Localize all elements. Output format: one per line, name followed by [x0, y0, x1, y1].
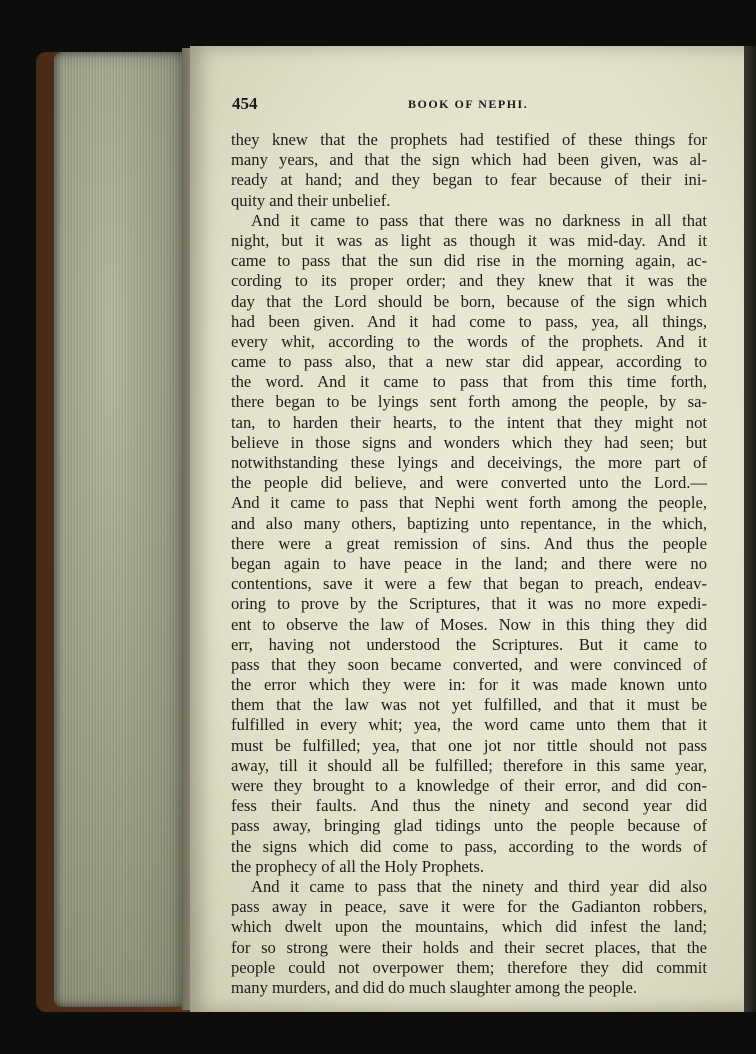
- text-line: came to pass also, that a new star did appear, according to: [231, 352, 707, 372]
- text-line: there began to be lyings sent forth among the people, by sa-: [231, 392, 707, 412]
- text-line: fulfilled in every whit; yea, the word came unto them that it: [231, 715, 707, 735]
- text-line: were they brought to a knowledge of their error, and did con-: [231, 776, 707, 795]
- text-line: day that the Lord should be born, because of the sign which: [231, 291, 707, 311]
- text-line: pass away, bringing glad tidings unto the people because of: [231, 816, 707, 836]
- text-line: quity and their unbelief.: [231, 190, 391, 210]
- text-line: them that the law was not yet fulfilled, and that it must be: [231, 695, 707, 715]
- text-line: every whit, according to the words of the prophets. And it: [231, 331, 707, 351]
- text-line: they knew that the prophets had testified of these things for: [231, 130, 707, 149]
- text-line: tan, to harden their hearts, to the intent that they might not: [231, 412, 707, 432]
- text-line: the word. And it came to pass that from this time forth,: [231, 372, 707, 392]
- text-line: began again to have peace in the land; and there were no: [231, 553, 707, 573]
- running-title: BOOK OF NEPHI.: [408, 97, 529, 111]
- text-line: there were a great remission of sins. And thus the people: [231, 533, 707, 553]
- text-line: had been given. And it had come to pass, yea, all things,: [231, 311, 707, 331]
- text-line: the error which they were in: for it was made known unto: [231, 675, 707, 695]
- text-line: oring to prove by the Scriptures, that it was no more expedi-: [231, 594, 707, 614]
- text-line: for so strong were their holds and their secret places, that the: [231, 937, 707, 957]
- text-line: And it came to pass that there was no darkness in all that: [251, 210, 707, 230]
- text-line: fess their faults. And thus the ninety and second year did: [231, 796, 707, 816]
- text-line: pass away in peace, save it were for the Gadianton robbers,: [231, 897, 707, 917]
- paragraph: [231, 211, 707, 877]
- paragraph: [231, 877, 707, 998]
- text-line: ready at hand; and they began to fear because of their ini-: [231, 170, 707, 190]
- page-edges: [54, 52, 190, 1007]
- text-line: many years, and that the sign which had been given, was al-: [231, 150, 707, 170]
- text-line: And it came to pass that Nephi went forth among the people,: [231, 493, 707, 513]
- text-line: away, till it should all be fulfilled; therefore in this same year,: [231, 755, 707, 775]
- text-line: people could not overpower them; therefore they did commit: [231, 957, 707, 977]
- text-line: err, having not understood the Scriptures. But it came to: [231, 634, 707, 654]
- text-line: contentions, save it were a few that began to preach, endeav-: [231, 574, 707, 594]
- text-line: which dwelt upon the mountains, which did infest the land;: [231, 917, 707, 937]
- paragraph: [231, 130, 707, 211]
- text-line: the signs which did come to pass, according to the words of: [231, 836, 707, 856]
- text-line: cording to its proper order; and they knew that it was the: [231, 271, 707, 291]
- text-line: the prophecy of all the Holy Prophets.: [231, 856, 484, 876]
- page-header: [232, 94, 708, 116]
- text-line: pass that they soon became converted, and were convinced of: [231, 654, 707, 674]
- text-line: many murders, and did do much slaughter among the people.: [231, 977, 637, 997]
- text-line: night, but it was as light as though it was mid-day. And it: [231, 230, 707, 250]
- text-line: the people did believe, and were converted unto the Lord.—: [231, 473, 707, 493]
- text-line: notwithstanding these lyings and deceivings, the more part of: [231, 453, 707, 472]
- page-number: 454: [232, 94, 258, 113]
- text-line: And it came to pass that the ninety and third year did also: [251, 876, 707, 896]
- text-line: believe in those signs and wonders which they had seen; but: [231, 432, 707, 452]
- body-text: [231, 130, 707, 998]
- page-right-edge: [744, 46, 756, 1012]
- text-line: ent to observe the law of Moses. Now in this thing they did: [231, 614, 707, 634]
- text-line: and also many others, baptizing unto repentance, in the which,: [231, 513, 707, 533]
- text-line: must be fulfilled; yea, that one jot nor tittle should not pass: [231, 735, 707, 755]
- text-line: came to pass that the sun did rise in the morning again, ac-: [231, 251, 707, 271]
